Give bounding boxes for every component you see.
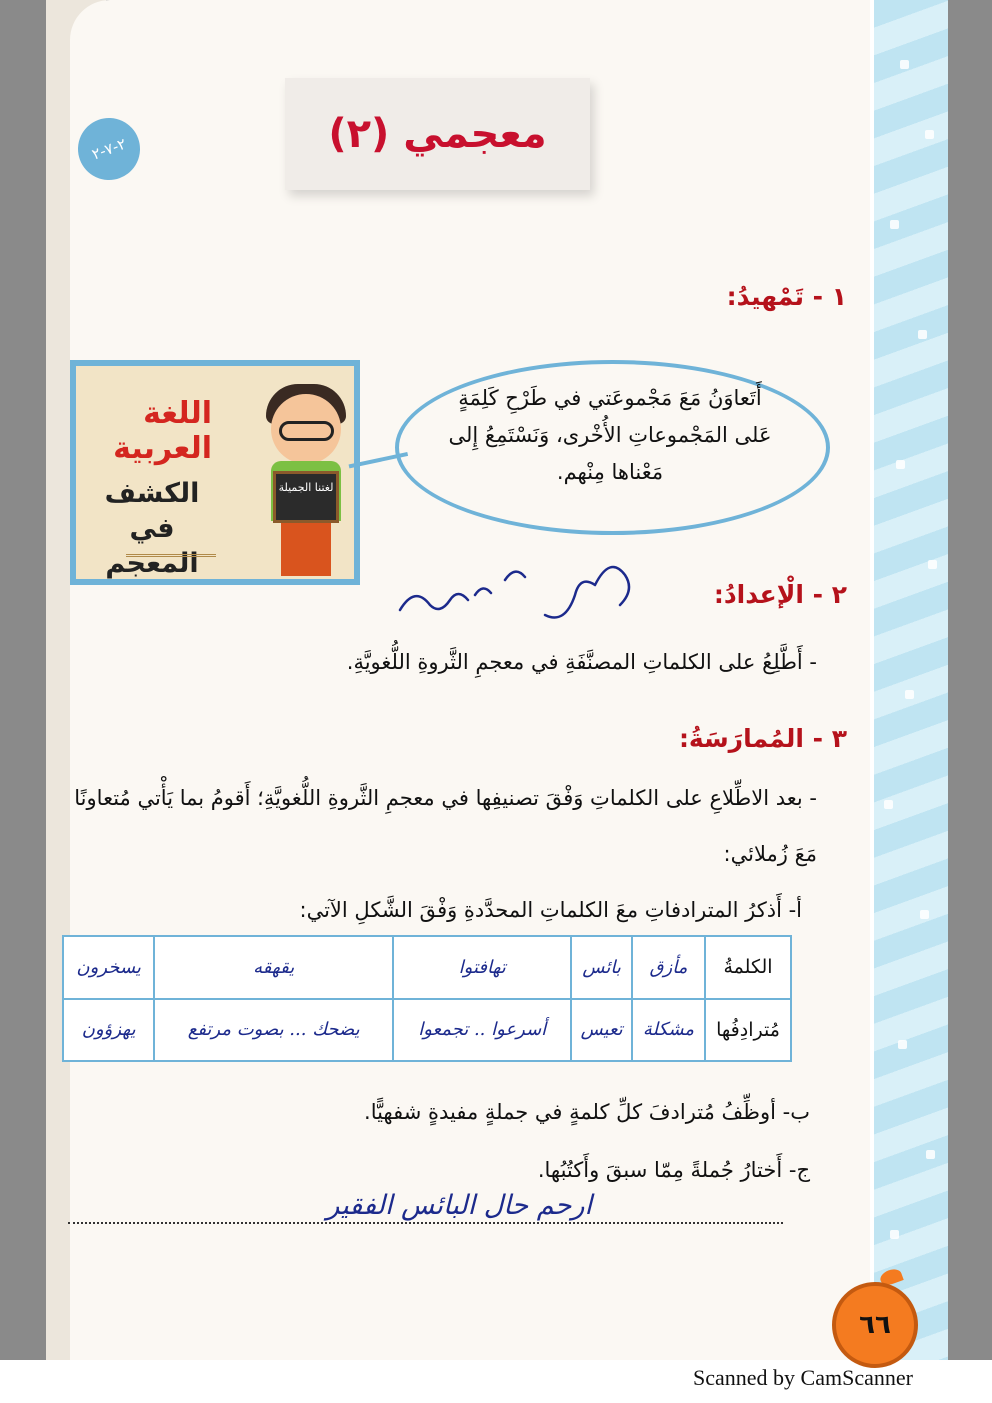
bubble-line-3: مَعْناها مِنْهم. [556, 459, 664, 484]
synonym-cell: أسرعوا .. تجمعوا [393, 999, 571, 1062]
table-row-words [63, 936, 791, 999]
practice-line-1: - بعد الاطِّلاعِ على الكلماتِ وَفْقَ تصنيفِها في معجمِ الثَّروةِ اللُّغويَّةِ؛ أَقومُ بما يَأْتي مُتعاونًا [74, 786, 817, 810]
bubble-line-2: عَلى المَجْموعاتِ الأُخْرى، وَنَسْتَمِعُ إِلى [448, 422, 772, 447]
poster-title: اللغة العربية [113, 396, 212, 466]
handwritten-scribble [395, 540, 645, 640]
scanner-footer: Scanned by CamScanner [693, 1365, 913, 1390]
page-number: ٦٦ [832, 1282, 918, 1368]
speech-bubble-text [435, 380, 785, 490]
word-cell: مأزق [632, 936, 705, 999]
decorative-side-stripe [870, 0, 948, 1360]
synonyms-table [62, 935, 792, 1062]
task-b: ب- أوظِّفُ مُترادفَ كلِّ كلمةٍ في جملةٍ مفيدةٍ شفهيًّا. [364, 1100, 810, 1124]
practice-heading: ٣ - المُمارَسَةُ: [678, 724, 847, 753]
poster-ornament [126, 554, 216, 564]
row-label-word: الكلمةُ [705, 936, 791, 999]
synonym-cell: مشكلة [632, 999, 705, 1062]
row-label-synonym: مُترادِفُها [705, 999, 791, 1062]
bubble-line-1: أَتَعاوَنُ مَعَ مَجْموعَتي في طَرْحِ كَلِمَةٍ [458, 386, 762, 410]
prep-text: - أَطَّلِعُ على الكلماتِ المصنَّفَةِ في معجمِ الثَّروةِ اللُّغويَّةِ. [346, 650, 817, 674]
word-cell: يسخرون [63, 936, 154, 999]
page-title: معجمي (٢) [328, 111, 547, 157]
handwritten-answer: ارحم حال البائس الفقير [326, 1190, 592, 1221]
poster-image [70, 360, 360, 585]
title-box [285, 78, 590, 190]
word-cell: بائس [571, 936, 632, 999]
word-cell: تهافتوا [393, 936, 571, 999]
poster-subtitle: الكشف في المعجم [104, 478, 200, 580]
practice-line-2: مَعَ زُملائي: [723, 842, 817, 866]
synonym-cell: يضحك ... بصوت مرتفع [154, 999, 393, 1062]
workbook-page [70, 0, 948, 1360]
slate-sign: لغتنا الجميلة [273, 471, 339, 523]
task-c: ج- أَختارُ جُملةً مِمّا سبقَ وأَكتُبُها. [537, 1158, 810, 1182]
task-a: أ- أَذكرُ المترادفاتِ معَ الكلماتِ المحدَّدةِ وَفْقَ الشَّكلِ الآتي: [299, 898, 802, 922]
lesson-code-badge: ٢-٧-٢ [69, 109, 148, 188]
boy-legs [281, 516, 331, 576]
synonym-cell: يهزؤون [63, 999, 154, 1062]
answer-dotted-line [68, 1222, 783, 1224]
intro-heading: ١ - تَمْهيدُ: [726, 282, 847, 311]
prep-heading: ٢ - الْإعدادُ: [713, 580, 847, 609]
glasses-icon [279, 421, 334, 441]
table-row-synonyms [63, 999, 791, 1062]
word-cell: يقهقه [154, 936, 393, 999]
synonym-cell: تعيس [571, 999, 632, 1062]
